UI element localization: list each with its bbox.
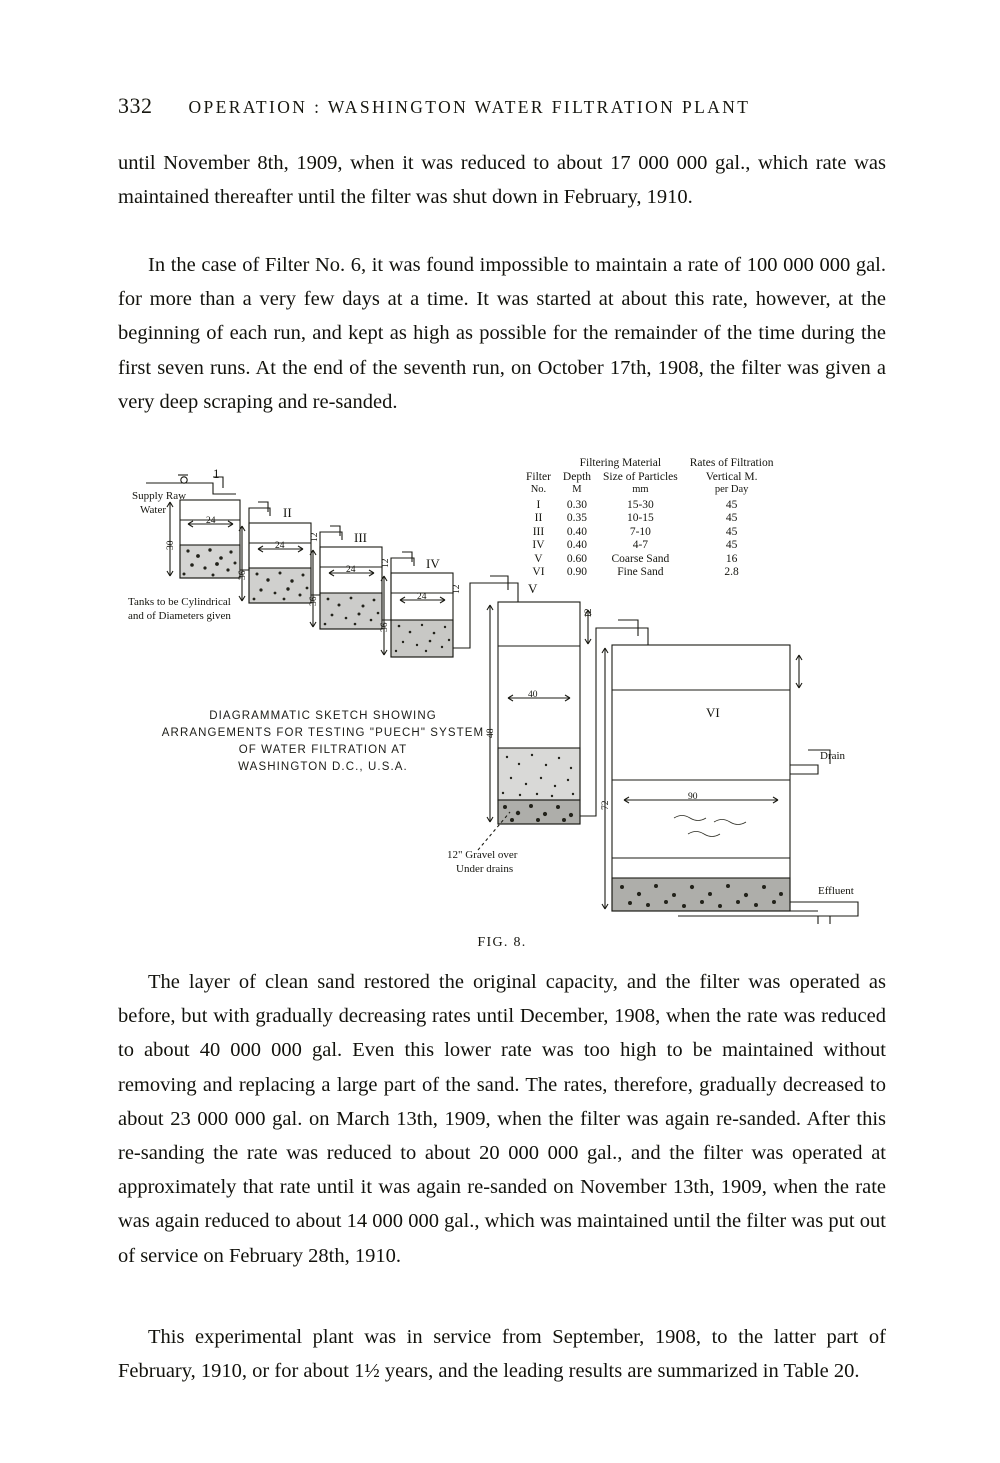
paragraph-text: until November 8th, 1909, when it was reduced to about 17 000 000 gal., which rate was maintained thereafter until the filter was shut down in February, 1910. — [118, 152, 886, 209]
col-depth: Depth — [562, 470, 592, 483]
unit-depth: M — [572, 484, 582, 496]
label-height-12-c: 12 — [452, 584, 462, 594]
paragraph-last — [118, 1320, 886, 1388]
label-diameter-24-a: 24 — [206, 516, 216, 526]
page-number: 332 — [118, 93, 153, 118]
sketch-caption-line: DIAGRAMMATIC SKETCH SHOWING — [209, 710, 437, 722]
filtering-material-table — [520, 457, 779, 580]
sketch-caption-line: OF WATER FILTRATION AT — [238, 744, 408, 756]
label-height-12-d: 12 — [584, 608, 594, 618]
label-tank-2: II — [283, 505, 292, 520]
label-height-12-b: 12 — [381, 558, 391, 568]
label-height-48: 48 — [486, 728, 496, 738]
unit-rate: per Day — [714, 484, 749, 496]
cell-depth: 0.30 — [566, 498, 588, 511]
cell-filter: II — [534, 512, 543, 525]
label-drain: Drain — [820, 750, 846, 762]
cell-rate: 45 — [725, 498, 738, 511]
table-row — [520, 526, 779, 540]
label-height-12-a: 12 — [310, 532, 320, 542]
figure-8 — [118, 450, 886, 955]
cell-depth: 0.40 — [566, 525, 588, 538]
cell-depth: 0.90 — [566, 566, 588, 579]
label-height-36-a: 36 — [238, 570, 248, 580]
table-subheader-row — [520, 484, 779, 498]
running-title: OPERATION : WASHINGTON WATER FILTRATION PLANT — [188, 97, 751, 117]
paragraph-lower — [118, 965, 886, 1273]
table-row — [520, 553, 779, 567]
cell-size: 7-10 — [629, 525, 651, 538]
unit-filter-no: No. — [530, 484, 547, 496]
label-tank-4: IV — [426, 556, 440, 571]
label-water: Water — [140, 504, 166, 516]
label-diameter-90: 90 — [688, 792, 698, 802]
group-header-rates: Rates of Filtration — [689, 457, 774, 469]
sketch-caption-line: ARRANGEMENTS FOR TESTING "PUECH" SYSTEM — [161, 727, 485, 739]
group-header-filtering-material: Filtering Material — [579, 457, 662, 469]
cell-filter: III — [532, 525, 545, 538]
label-tank-5: V — [528, 581, 538, 596]
cell-rate: 45 — [725, 512, 738, 525]
cell-size: 4-7 — [632, 539, 649, 552]
table-row — [520, 512, 779, 526]
label-tanks-note-2: and of Diameters given — [128, 610, 231, 622]
figure-caption: FIG. 8. — [477, 935, 527, 950]
cell-rate: 16 — [725, 552, 738, 565]
table-row — [520, 566, 779, 580]
label-diameter-24-b: 24 — [275, 541, 285, 551]
cell-size: Fine Sand — [617, 566, 664, 579]
sketch-caption-line: WASHINGTON D.C., U.S.A. — [238, 761, 408, 773]
paragraph-text: In the case of Filter No. 6, it was found impossible to maintain a rate of 100 000 000 gal. for more than a very few days at a time. It was started at about this rate, however, at the beginning of each run, and kept as high as possible for the remainder of the time during the first seven runs. At the end of the seventh run, on October 17th, 1908, the filter was given a very deep scraping and re-sanded. — [118, 254, 886, 413]
label-tank-6: VI — [706, 705, 720, 720]
cell-filter: IV — [532, 539, 545, 552]
cell-filter: V — [534, 552, 543, 565]
label-height-36-c: 36 — [380, 622, 390, 632]
label-tank-3: III — [354, 530, 367, 545]
label-height-72: 72 — [601, 800, 611, 810]
paragraph-text: The layer of clean sand restored the original capacity, and the filter was operated as before, but with gradually decreasing rates until December, 1908, when the rate was reduced to about 40 000 000 gal. Even this lower rate was too high to be maintained without removing and replacing a large part of the sand. The rates, therefore, gradually decreased to about 23 000 000 gal. on March 13th, 1909, when the filter was again re-sanded. After this re-sanding the rate was reduced to about 20 000 000 gal., and the filter was operated at approximately that rate until it was again re-sanded on November 13th, 1909, when the rate was again reduced to about 14 000 000 gal., which was maintained until the filter was put out of service on February 28th, 1910. — [118, 971, 886, 1267]
cell-size: 15-30 — [626, 498, 654, 511]
label-tank-1: 1 — [213, 466, 220, 481]
paragraph-text: This experimental plant was in service from September, 1908, to the latter part of February, 1910, or for about 1½ years, and the leading results are summarized in Table 20. — [118, 1326, 886, 1383]
label-supply-raw: Supply Raw — [132, 490, 187, 502]
label-height-36-b: 36 — [309, 596, 319, 606]
label-effluent: Effluent — [818, 885, 854, 897]
cell-filter: I — [536, 498, 541, 511]
cell-filter: VI — [532, 566, 545, 579]
cell-rate: 2.8 — [724, 566, 739, 579]
paragraph-second — [118, 248, 886, 419]
table-header-row — [520, 471, 779, 485]
col-size: Size of Particles — [603, 470, 678, 483]
unit-size: mm — [632, 484, 649, 496]
paragraph-top — [118, 146, 886, 214]
table-row — [520, 499, 779, 513]
label-tanks-note-1: Tanks to be Cylindrical — [128, 596, 231, 608]
label-gravel-1: 12" Gravel over — [447, 849, 518, 861]
label-height-30: 30 — [166, 540, 176, 550]
cell-size: Coarse Sand — [611, 552, 670, 565]
col-filter: Filter — [526, 470, 551, 483]
col-rate: Vertical M. — [705, 470, 758, 483]
cell-size: 10-15 — [626, 512, 654, 525]
label-diameter-24-c: 24 — [346, 565, 356, 575]
label-diameter-24-d: 24 — [417, 592, 427, 602]
table-row — [520, 539, 779, 553]
table-group-header-row — [520, 457, 779, 471]
cell-depth: 0.35 — [566, 512, 588, 525]
cell-depth: 0.60 — [566, 552, 588, 565]
cell-depth: 0.40 — [566, 539, 588, 552]
running-head — [118, 93, 878, 119]
label-gravel-2: Under drains — [456, 863, 514, 875]
cell-rate: 45 — [725, 539, 738, 552]
sketch-caption — [158, 708, 488, 776]
cell-rate: 45 — [725, 525, 738, 538]
label-diameter-40: 40 — [528, 690, 538, 700]
